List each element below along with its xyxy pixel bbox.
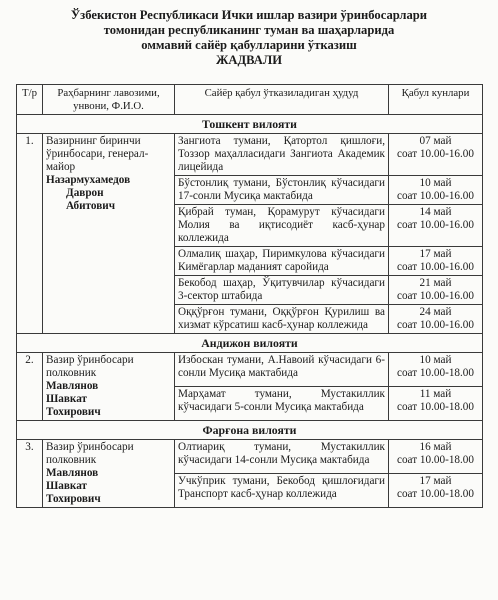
date-cell — [389, 353, 483, 387]
official-surname: Назармухамедов — [46, 174, 131, 186]
location-cell: Избоскан тумани, А.Навоий кўчасидаги 6-сонли Мусиқа мактабида — [175, 353, 389, 387]
time: соат 10.00-16.00 — [397, 319, 474, 331]
location-cell: Бекобод шаҳар, Ўқитувчилар кўчасидаги 3-сектор штабида — [175, 276, 389, 305]
official-patronymic: Тохирович — [46, 406, 101, 418]
official-cell — [43, 134, 175, 334]
time: соат 10.00-16.00 — [397, 148, 474, 160]
header-head: Раҳбарнинг лавозими, унвони, Ф.И.О. — [43, 85, 175, 115]
location-cell: Оққўрғон тумани, Оққўрғон Қурилиш ва хизмат кўрсатиш касб-ҳунар коллежида — [175, 305, 389, 334]
row-number: 1. — [17, 134, 43, 334]
date: 10 май — [419, 354, 452, 366]
location-cell: Бўстонлиқ тумани, Бўстонлиқ кўчасидаги 17-сонли Мусиқа мактабида — [175, 176, 389, 205]
region-title: Тошкент вилояти — [17, 115, 483, 134]
table-row — [17, 440, 483, 474]
header-days: Қабул кунлари — [389, 85, 483, 115]
date-cell — [389, 205, 483, 247]
header-place: Сайёр қабул ўтказиладиган ҳудуд — [175, 85, 389, 115]
date: 10 май — [419, 177, 452, 189]
row-number: 3. — [17, 440, 43, 508]
date-cell — [389, 176, 483, 205]
table-row — [17, 134, 483, 176]
official-patronymic: Абитович — [66, 200, 116, 212]
title-line-3: оммавий сайёр қабулларини ўтказиш — [141, 38, 357, 52]
title-line-4: ЖАДВАЛИ — [215, 53, 283, 67]
table-row — [17, 353, 483, 387]
location-cell: Қибрай туман, Қорамурут кўчасидаги Молия ва иқтисодиёт касб-ҳунар коллежида — [175, 205, 389, 247]
date: 11 май — [419, 388, 452, 400]
time: соат 10.00-18.00 — [397, 367, 474, 379]
date: 17 май — [419, 475, 452, 487]
official-cell — [43, 440, 175, 508]
location-cell: Зангиота тумани, Қатортол қишлоғи, Тоззор маҳалласидаги Зангиота Академик лицейида — [175, 134, 389, 176]
date: 24 май — [419, 306, 452, 318]
schedule-table — [16, 84, 483, 508]
date: 17 май — [419, 248, 452, 260]
region-row — [17, 115, 483, 134]
official-position: Вазир ўринбосари полковник — [46, 441, 134, 466]
region-title: Фарғона вилояти — [17, 421, 483, 440]
title-line-2: томонидан республиканинг туман ва шаҳарларида — [103, 23, 395, 37]
date-cell — [389, 387, 483, 421]
location-cell: Олмалиқ шаҳар, Пиримкулова кўчасидаги Кимёгарлар маданият саройида — [175, 247, 389, 276]
official-firstname: Даврон — [66, 187, 104, 199]
date-cell — [389, 305, 483, 334]
date: 16 май — [419, 441, 452, 453]
table-header-row — [17, 85, 483, 115]
time: соат 10.00-16.00 — [397, 219, 474, 231]
official-firstname: Шавкат — [46, 393, 87, 405]
row-number: 2. — [17, 353, 43, 421]
official-position: Вазирнинг биринчи ўринбосари, генерал-майор — [46, 135, 149, 173]
date-cell — [389, 134, 483, 176]
official-position: Вазир ўринбосари полковник — [46, 354, 134, 379]
header-num: Т/р — [17, 85, 43, 115]
official-surname: Мавлянов — [46, 467, 99, 479]
date-cell — [389, 276, 483, 305]
date-cell — [389, 474, 483, 508]
title-line-1: Ўзбекистон Республикаси Ички ишлар вазири ўринбосарлари — [70, 8, 428, 22]
date: 14 май — [419, 206, 452, 218]
date: 21 май — [419, 277, 452, 289]
time: соат 10.00-16.00 — [397, 190, 474, 202]
time: соат 10.00-18.00 — [397, 454, 474, 466]
region-row — [17, 334, 483, 353]
date-cell — [389, 247, 483, 276]
location-cell: Олтиариқ тумани, Мустакиллик кўчасидаги 14-сонли Мусиқа мактабида — [175, 440, 389, 474]
location-cell: Марҳамат тумани, Мустакиллик кўчасидаги 5-сонли Мусиқа мактабида — [175, 387, 389, 421]
time: соат 10.00-16.00 — [397, 290, 474, 302]
time: соат 10.00-18.00 — [397, 401, 474, 413]
official-patronymic: Тохирович — [46, 493, 101, 505]
time: соат 10.00-16.00 — [397, 261, 474, 273]
region-row — [17, 421, 483, 440]
date: 07 май — [419, 135, 452, 147]
official-surname: Мавлянов — [46, 380, 99, 392]
official-firstname: Шавкат — [46, 480, 87, 492]
date-cell — [389, 440, 483, 474]
official-cell — [43, 353, 175, 421]
time: соат 10.00-18.00 — [397, 488, 474, 500]
region-title: Андижон вилояти — [17, 334, 483, 353]
document-title — [0, 0, 498, 68]
location-cell: Учкўприк тумани, Бекобод қишлоғидаги Транспорт касб-ҳунар коллежида — [175, 474, 389, 508]
